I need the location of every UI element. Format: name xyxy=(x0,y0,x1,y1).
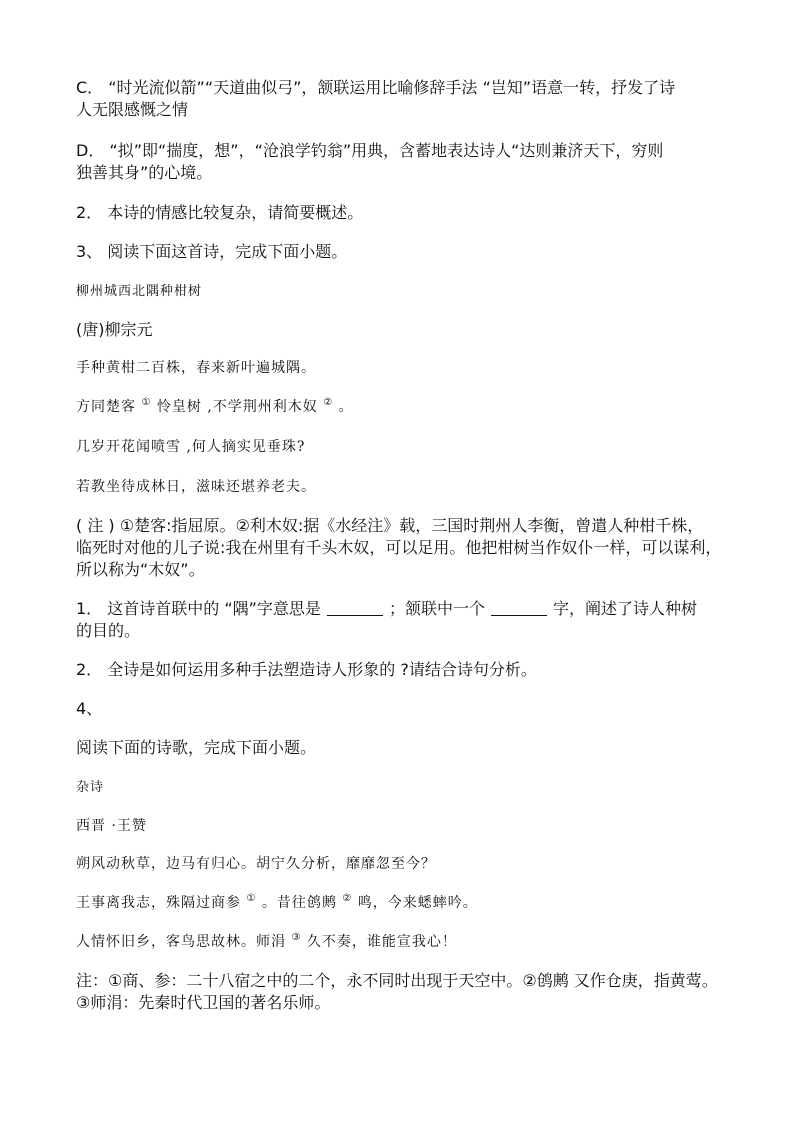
poem-author-4: 西晋 ·王赞 xyxy=(76,818,147,834)
footnote-mark-4-2: ② xyxy=(342,893,353,904)
option-d-line1: D． “拟”即“揣度，想”，“沧浪学钓翁”用典，含蓄地表达诗人“达则兼济天下，穷则 xyxy=(76,141,664,160)
poem-title-4: 杂诗 xyxy=(76,780,105,795)
section-3-heading: 3、 阅读下面这首诗，完成下面小题。 xyxy=(76,242,348,261)
option-c-line2: 人无限感慨之情 xyxy=(76,100,189,119)
poem-4-line2-part-c: 鸣，今来蟋蟀吟。 xyxy=(357,895,478,911)
footnote-mark-4-1: ① xyxy=(246,893,257,904)
poem-author-3: (唐)柳宗元 xyxy=(76,320,153,339)
footnote-mark-4-3: ③ xyxy=(291,932,302,943)
poem-4-line3-part-b: 久不奏，谁能宣我心！ xyxy=(306,934,457,950)
option-c-line1: C． “时光流似箭”“天道曲似弓”，颔联运用比喻修辞手法 “岂知”语意一转，抒发了诗 xyxy=(76,78,676,97)
footnote-mark-1: ① xyxy=(141,397,152,408)
poem-4-line3 xyxy=(76,931,457,953)
note-4-line1: 注：①商、参：二十八宿之中的二个，永不同时出现于天空中。②鸧鹒 又作仓庚，指黄莺。 xyxy=(76,971,718,990)
answer-blank-2[interactable] xyxy=(491,601,547,616)
poem-3-line4: 若教坐待成林日，滋味还堪养老夫。 xyxy=(76,479,316,495)
note-3-line2: 临死时对他的儿子说:我在州里有千头木奴，可以足用。他把柑树当作奴仆一样，可以谋利， xyxy=(76,538,722,557)
poem-4-line2-part-a: 王事离我志，殊隔过商参 xyxy=(76,895,241,911)
section-4-heading: 4、 xyxy=(76,699,103,718)
question-3-1 xyxy=(76,598,697,620)
poem-3-line2 xyxy=(76,396,354,418)
poem-4-line2-part-b: 。昔往鸧鹒 xyxy=(261,895,337,911)
note-3-line1: ( 注 ) ①楚客:指屈原。②利木奴:据《水经注》载，三国时荆州人李衡，曾遣人种柑千株， xyxy=(76,516,704,535)
note-3-line3: 所以称为“木奴”。 xyxy=(76,560,205,579)
poem-4-line1: 朔风动秋草，边马有归心。胡宁久分析，靡靡忽至今？ xyxy=(76,856,436,872)
question-3-2: 2． 全诗是如何运用多种手法塑造诗人形象的 ?请结合诗句分析。 xyxy=(76,660,537,679)
question-3-1-part-c: 字，阐述了诗人种树 xyxy=(552,599,697,618)
option-d-line2: 独善其身”的心境。 xyxy=(76,163,213,182)
poem-4-line2 xyxy=(76,892,478,914)
question-3-1-part-a: 1． 这首诗首联中的 “隅”字意思是 xyxy=(76,599,321,618)
poem-3-line2-end: 。 xyxy=(338,399,354,415)
question-2-prev: 2． 本诗的情感比较复杂，请简要概述。 xyxy=(76,203,364,222)
poem-3-line3: 几岁开花闻喷雪 ,何人摘实见垂珠? xyxy=(76,439,306,455)
section-4-instruction: 阅读下面的诗歌，完成下面小题。 xyxy=(76,738,317,757)
poem-title-3: 柳州城西北隅种柑树 xyxy=(76,284,203,299)
poem-3-line2-part-b: 怜皇树 ,不学荆州利木奴 xyxy=(156,399,318,415)
question-3-1-part-b: ；颔联中一个 xyxy=(388,599,485,618)
note-4-line2: ③师涓：先秦时代卫国的著名乐师。 xyxy=(76,993,331,1012)
question-3-1-line2: 的目的。 xyxy=(76,621,141,640)
answer-blank-1[interactable] xyxy=(327,601,383,616)
footnote-mark-2: ② xyxy=(323,397,334,408)
poem-3-line2-part-a: 方同楚客 xyxy=(76,399,136,415)
poem-4-line3-part-a: 人情怀旧乡，客鸟思故林。师涓 xyxy=(76,934,286,950)
poem-3-line1: 手种黄柑二百株，春来新叶遍城隅。 xyxy=(76,360,316,376)
